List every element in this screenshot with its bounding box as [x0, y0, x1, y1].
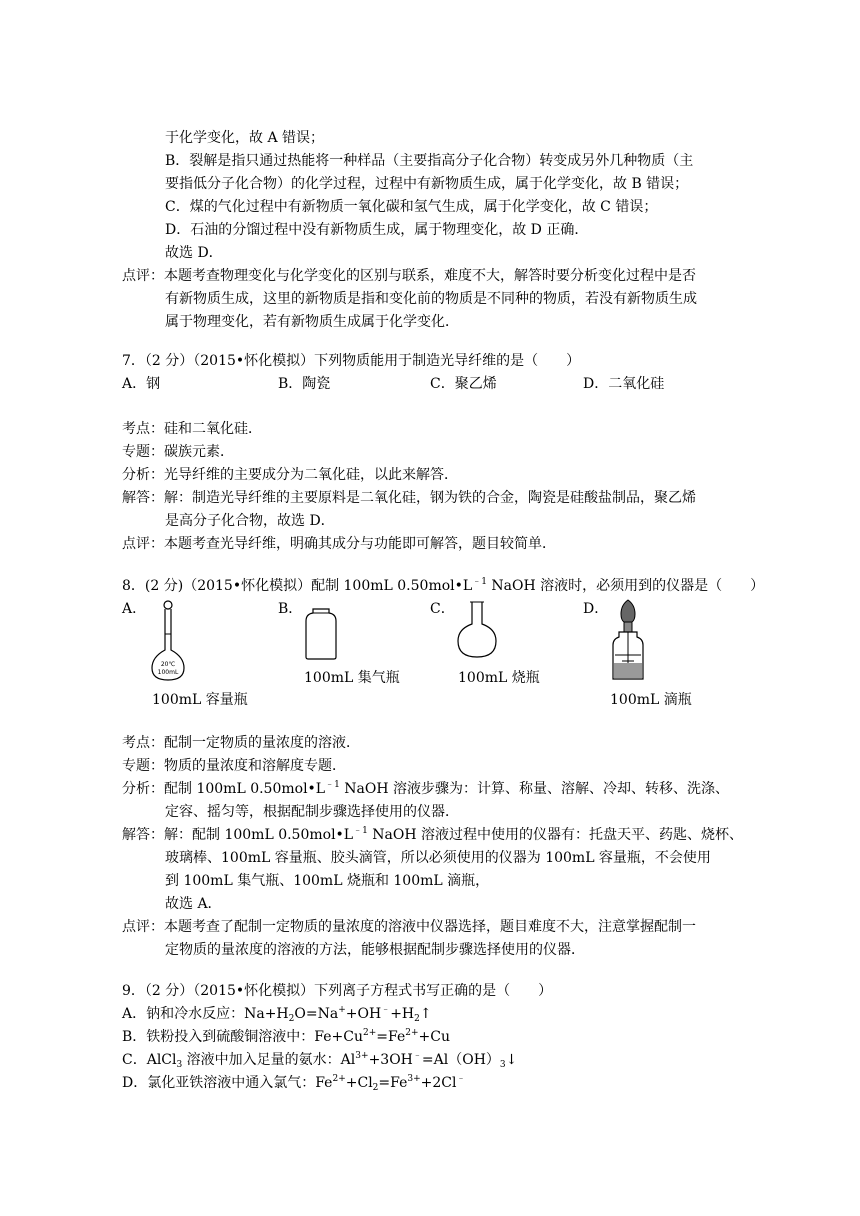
q7-fenxi: 分析：光导纤维的主要成分为二氧化硅，以此来解答．	[122, 467, 458, 483]
q6-option-b-analysis-1: B．裂解是指只通过热能将一种样品（主要指高分子化合物）转变成另外几种物质（主	[165, 153, 694, 169]
q8-answer: 故选 A．	[165, 896, 222, 912]
q8-caption-c: 100mL 烧瓶	[458, 670, 540, 686]
q7-pingping: 点评：本题考查光导纤维，明确其成分与功能即可解答，题目较简单．	[122, 536, 556, 552]
q8-kaodian: 考点：配制一定物质的量浓度的溶液．	[122, 735, 360, 751]
q8-fenxi-1: 分析：配制 100mL $0.50mol•L^{﹣1}$ NaOH 溶液步骤为：计算、称量、溶解、冷却、转移、洗涤、	[122, 780, 730, 797]
q7-option-b: B．陶瓷	[278, 376, 331, 392]
q9-option-b: B．铁粉投入到硫酸铜溶液中：$Fe+Cu^{2+}=Fe^{2+}+Cu$	[122, 1028, 450, 1045]
q7-kaodian: 考点：硅和二氧化硅．	[122, 421, 262, 437]
gas-collecting-bottle-icon	[304, 607, 338, 661]
q8-option-a-letter: A．	[122, 601, 147, 617]
q9-stem: 9．（2 分）（2015•怀化模拟）下列离子方程式书写正确的是（ ）	[122, 983, 553, 999]
q7-stem: 7．（2 分）（2015•怀化模拟）下列物质能用于制造光导纤维的是（ ）	[122, 353, 581, 369]
q7-zhuanti: 专题：碳族元素．	[122, 444, 234, 460]
q6-comment-3: 属于物理变化，若有新物质生成属于化学变化．	[165, 314, 459, 330]
q8-option-b-letter: B．	[278, 601, 303, 617]
q8-caption-b: 100mL 集气瓶	[304, 670, 400, 686]
q8-jieda-2: 玻璃棒、100mL 容量瓶、胶头滴管，所以必须使用的仪器为 100mL 容量瓶，不会使用	[165, 850, 711, 866]
q8-caption-d: 100mL 滴瓶	[610, 692, 692, 708]
q8-pingping-2: 定物质的量浓度的溶液的方法，能够根据配制步骤选择使用的仪器．	[165, 942, 585, 958]
q8-caption-a: 100mL 容量瓶	[152, 692, 248, 708]
round-bottom-flask-icon	[455, 600, 499, 660]
dropper-bottle-icon	[610, 597, 646, 683]
svg-text:20℃: 20℃	[160, 661, 176, 668]
svg-text:100mL: 100mL	[157, 669, 179, 676]
q9-option-a: A．钠和冷水反应：$Na+H_2O=Na^++OH^﹣+H_2↑$	[122, 1005, 432, 1024]
q9-option-c: C．AlCl$_3$ 溶液中加入足量的氨水：$Al^{3+}+3OH^﹣=Al(OH)_3↓$	[122, 1051, 518, 1070]
q9-option-d: D．氯化亚铁溶液中通入氯气：$Fe^{2+}+Cl_2=Fe^{3+}+2Cl^﹣$	[122, 1074, 466, 1093]
q8-stem: 8．(2 分)（2015•怀化模拟）配制 100mL $0.50mol•L^{﹣1}$ NaOH 溶液时，必须用到的仪器是（ ）	[122, 577, 765, 594]
q6-option-d-analysis: D．石油的分馏过程中没有新物质生成，属于物理变化，故 D 正确．	[165, 222, 589, 238]
q8-option-d-letter: D．	[583, 601, 609, 617]
q7-option-d: D．二氧化硅	[583, 376, 665, 392]
volumetric-flask-icon	[148, 600, 188, 682]
q6-answer: 故选 D．	[165, 245, 223, 261]
q6-option-b-analysis-2: 要指低分子化合物）的化学过程，过程中有新物质生成，属于化学变化，故 B 错误；	[165, 176, 689, 192]
q8-jieda-3: 到 100mL 集气瓶、100mL 烧瓶和 100mL 滴瓶，	[165, 873, 490, 889]
q6-option-c-analysis: C．煤的气化过程中有新物质一氧化碳和氢气生成，属于化学变化，故 C 错误；	[165, 199, 658, 215]
q8-jieda-1: 解答：解：配制 100mL $0.50mol•L^{﹣1}$ NaOH 溶液过程中使用的仪器有：托盘天平、药匙、烧杯、	[122, 826, 744, 843]
q7-jieda-2: 是高分子化合物，故选 D．	[165, 513, 335, 529]
q8-pingping-1: 点评：本题考查了配制一定物质的量浓度的溶液中仪器选择，题目难度不大，注意掌握配制一	[122, 919, 696, 935]
q7-jieda-1: 解答：解：制造光导纤维的主要原料是二氧化硅，钢为铁的合金，陶瓷是硅酸盐制品，聚乙烯	[122, 490, 696, 506]
q7-option-c: C．聚乙烯	[430, 376, 497, 392]
q6-line-1: 于化学变化，故 A 错误；	[165, 130, 325, 146]
q8-fenxi-2: 定容、摇匀等，根据配制步骤选择使用的仪器．	[165, 804, 459, 820]
q6-comment-2: 有新物质生成，这里的新物质是指和变化前的物质是不同种的物质，若没有新物质生成	[165, 291, 697, 307]
q6-comment-1: 点评：本题考查物理变化与化学变化的区别与联系，难度不大，解答时要分析变化过程中是否	[122, 268, 696, 284]
q7-option-a: A．钢	[122, 376, 161, 392]
q8-zhuanti: 专题：物质的量浓度和溶解度专题．	[122, 758, 346, 774]
q8-option-c-letter: C．	[430, 601, 455, 617]
